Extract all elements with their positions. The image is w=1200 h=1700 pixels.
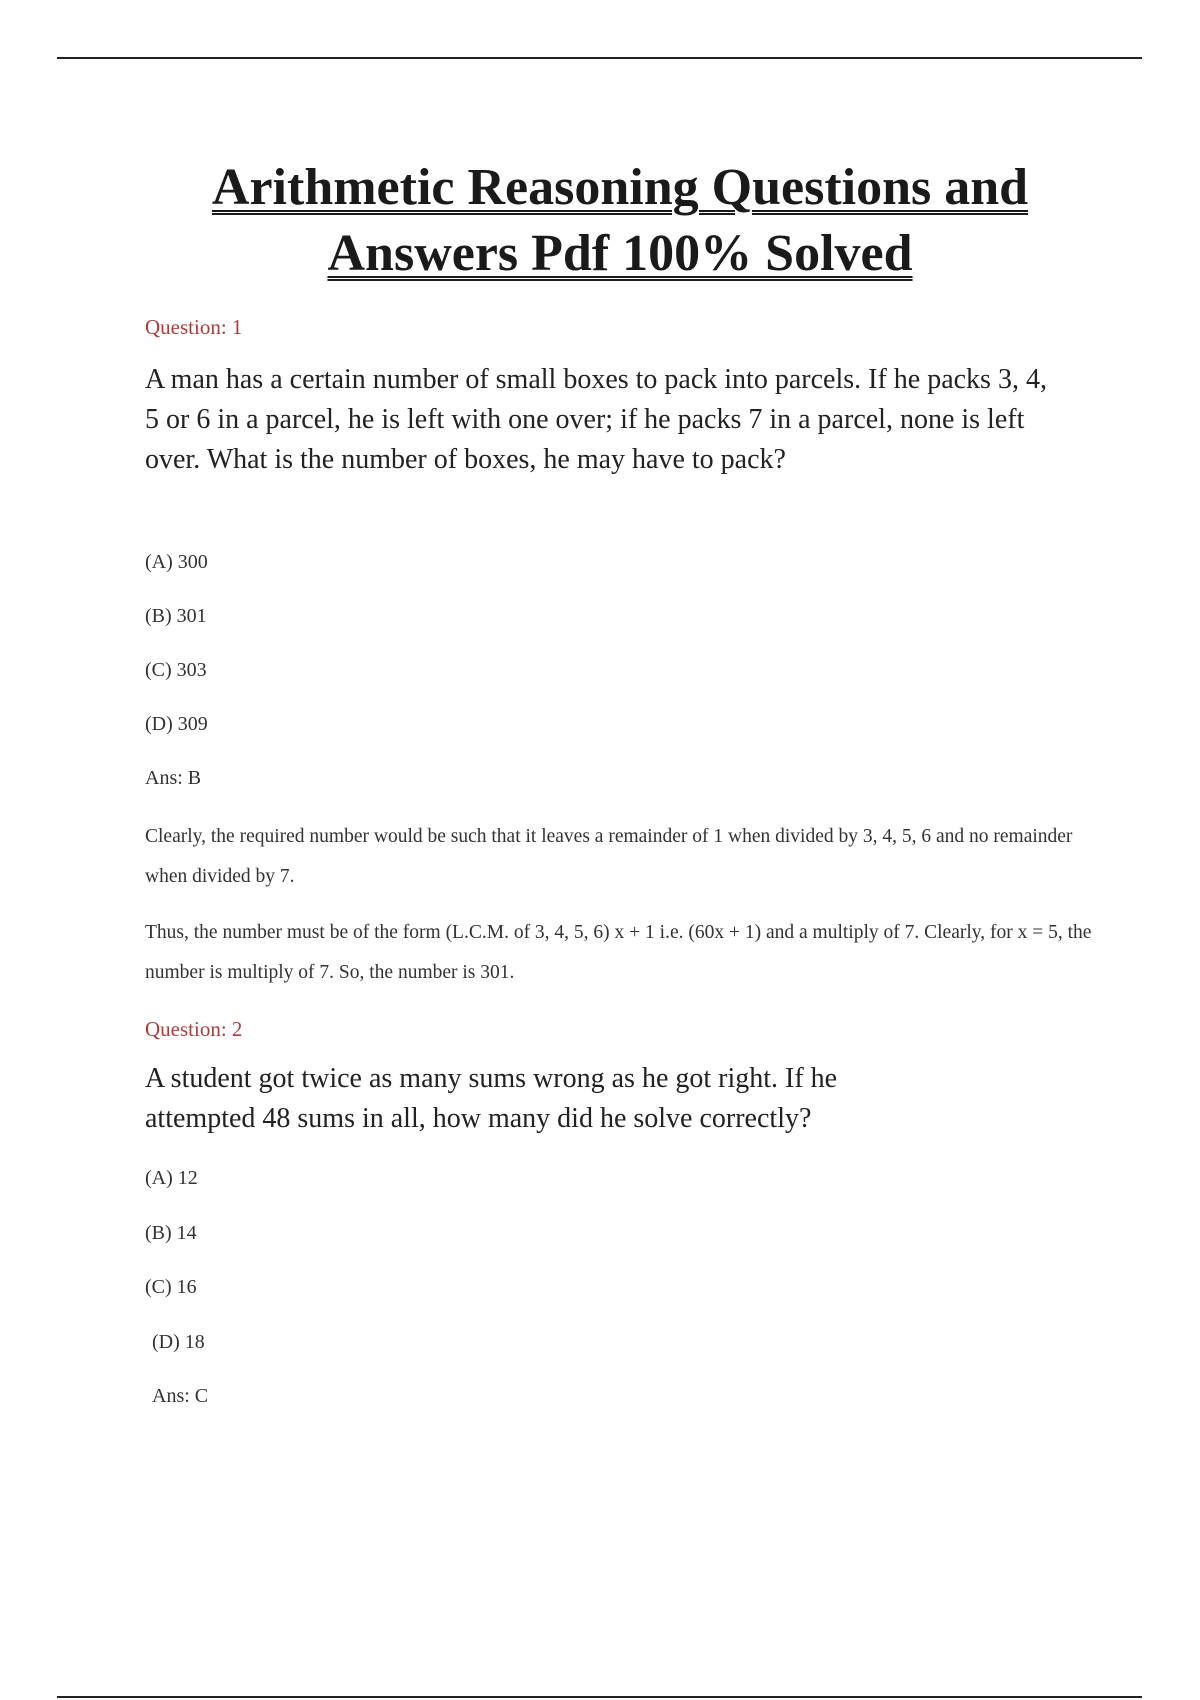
question-2-text: A student got twice as many sums wrong as he got right. If he attempted 48 sums in all, how many did he solve correctly? xyxy=(145,1063,838,1134)
question-2-option-d: (D) 18 xyxy=(152,1331,205,1353)
question-1-explanation-2: Thus, the number must be of the form (L.C.M. of 3, 4, 5, 6) x + 1 i.e. (60x + 1) and a multiply of 7. Clearly, for x = 5, the number is multiply of 7. So, the number is 301. xyxy=(145,922,1092,983)
question-1-option-c: (C) 303 xyxy=(145,659,207,681)
question-2-heading: Question: 2 xyxy=(145,1017,243,1041)
title-line-1: Arithmetic Reasoning Questions and xyxy=(211,159,1029,216)
question-1-option-a: (A) 300 xyxy=(145,551,208,573)
question-1-heading: Question: 1 xyxy=(145,315,243,339)
bottom-rule xyxy=(57,1696,1142,1698)
document-title xyxy=(100,155,1140,287)
question-2-option-c: (C) 16 xyxy=(145,1276,197,1298)
question-1-answer: Ans: B xyxy=(145,767,202,789)
question-2-option-b: (B) 14 xyxy=(145,1222,197,1244)
question-1-option-b: (B) 301 xyxy=(145,605,207,627)
title-line-2: Answers Pdf 100% Solved xyxy=(327,225,913,282)
question-1-option-d: (D) 309 xyxy=(145,713,208,735)
top-rule xyxy=(57,57,1142,59)
question-1-text: A man has a certain number of small boxes to pack into parcels. If he packs 3, 4, 5 or 6 in a parcel, he is left with one over; if he packs 7 in a parcel, none is left over. What is the number of boxes, he may have to pack? xyxy=(145,364,1047,475)
question-2-answer: Ans: C xyxy=(152,1385,209,1407)
question-2-option-a: (A) 12 xyxy=(145,1167,198,1189)
question-1-explanation-1: Clearly, the required number would be such that it leaves a remainder of 1 when divided by 3, 4, 5, 6 and no remainder when divided by 7. xyxy=(145,826,1073,887)
